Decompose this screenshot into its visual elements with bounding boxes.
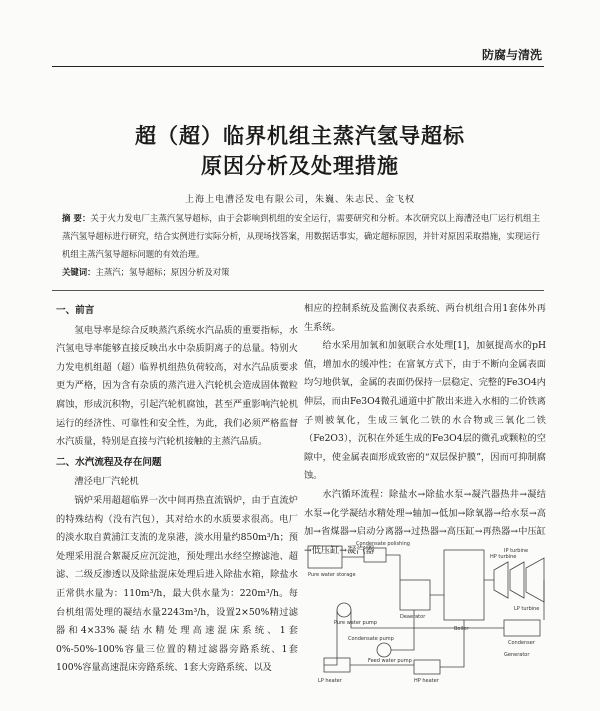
feed-pump-shape	[377, 643, 391, 657]
diagram-label: Condensate polishing	[356, 541, 410, 547]
diagram-label: LP turbine	[514, 606, 540, 612]
section-tag: 防腐与清洗	[481, 48, 542, 62]
boiler-shape	[444, 550, 484, 620]
abstract-text: 关于火力发电厂主蒸汽氢导超标，由于会影响到机组的安全运行，需要研究和分析。本次研究以上海漕泾电厂运行机组主蒸汽氢导超标进行研究，结合实例进行实际分析，从现场找答案，用数据话事实，确定超标原因，并针对原因采取措施，实现运行机组主蒸汽氢导超标问题的有效治理。	[62, 213, 540, 259]
hp-heater-shape	[414, 660, 440, 674]
water-steam-flow-diagram	[304, 540, 548, 700]
diagram-label: Condensate pump	[348, 636, 394, 642]
diagram-label: Pure water pump	[334, 620, 377, 626]
diagram-label: Generator	[504, 652, 530, 658]
paragraph-control: 相应的控制系统及监测仪表系统、两台机组合用1套体外再生系统。	[304, 303, 546, 333]
storage-tank-shape	[308, 546, 342, 568]
diagram-label: HP turbine	[490, 554, 517, 560]
article-title-line2: 原因分析及处理措施	[201, 154, 399, 178]
heading-preface: 一、前言	[56, 305, 95, 316]
paragraph-boiler: 锅炉采用超超临界一次中间再热直流锅炉，由于直流炉的特殊结构（没有汽包），其对给水的水质要求很高。电厂的淡水取自黄浦江支流的龙泉港，淡水用量约850m³/h；预处理采用混合絮凝反应沉淀池，预处理出水经空擦滤池、超滤、二级反渗透以及除盐混床处理后进入除盐水箱，除盐水正常供水量为：110m³/h，最大供水量为：220m³/h。每台机组需处理的凝结水量2243m³/h，设置2×50%精过滤器和4×33%凝结水精处理高速混床系统、1套0%-50%-100%容量三位置的精过滤器旁路系统、1套100%容量高速混床旁路系统、1套大旁路系统、以及	[56, 494, 298, 674]
diagram-label: IP turbine	[504, 548, 529, 554]
polishing-shape	[364, 548, 386, 562]
condenser-shape	[504, 620, 540, 636]
abstract-label: 摘 要：	[62, 213, 91, 223]
diagram-label: Feed water pump	[368, 658, 412, 664]
deaerator-shape	[400, 580, 430, 610]
diagram-label: Boiler	[454, 626, 469, 632]
pump-shape	[337, 603, 351, 617]
article-title-line1: 超（超）临界机组主蒸汽氢导超标	[135, 124, 465, 148]
header-rule	[52, 66, 544, 67]
subheading-turbine: 漕泾电厂汽轮机	[74, 476, 139, 488]
keywords	[62, 266, 540, 278]
authors: 上海上电漕泾发电有限公司，朱巍、朱志民、金飞权	[184, 195, 415, 205]
left-column	[56, 300, 298, 678]
lp-turbine-shape	[526, 558, 544, 602]
hp-turbine-shape	[494, 562, 508, 598]
pipe-lines	[324, 555, 544, 667]
diagram-label: Pure water storage	[308, 572, 356, 578]
diagram-label: HP heater	[414, 678, 439, 684]
diagram-label: LP heater	[318, 678, 342, 684]
heading-flow: 二、水汽流程及存在问题	[56, 456, 162, 468]
ip-turbine-shape	[510, 562, 524, 598]
section-rule	[52, 290, 544, 291]
abstract	[62, 209, 540, 263]
keywords-label: 关键词：	[62, 267, 96, 277]
paragraph-water-treatment: 给水采用加氧和加氨联合水处理[1]，加氨提高水的pH值，增加水的缓冲性；在富氧方式下，由于不断向金属表面均匀地供氧，金属的表面仍保持一层稳定、完整的Fe3O4内伸层，而由Fe3O4微孔通道中扩散出来进入水相的二价铁离子则被氧化，生成三氧化二铁的水合物或三氧化二铁（Fe2O3），沉积在外延生成的Fe3O4层的微孔或颗粒的空隙中，使金属表面形成致密的“双层保护膜”，因而可抑制腐蚀。	[304, 340, 546, 482]
paragraph-cycle: 水汽循环流程：除盐水→除盐水泵→凝汽器热井→凝结水泵→化学凝结水精处理→轴加→低加→除氧器→给水泵→高加→省煤器→启动分离器→过热器→高压缸→再热器→中压缸→低压缸→凝汽器	[304, 488, 546, 556]
right-column	[304, 300, 546, 560]
diagram-label: Condenser	[508, 640, 535, 646]
keywords-text: 主蒸汽；氢导超标；原因分析及对策	[95, 267, 230, 277]
diagram-label: Deaerator	[400, 614, 426, 620]
paragraph-preface: 氢电导率是综合反映蒸汽系统水汽品质的重要指标，水汽氢电导率能够直接反映出水中杂质阴离子的总量。特别火力发电机组超（超）临界机组热负荷较高，对水汽品质要求更为严格，因为含有杂质的蒸汽进入汽轮机会造成固体微粒腐蚀，形成沉积物，引起汽轮机腐蚀，甚至严重影响汽轮机运行的经济性、可靠性和安全性，为此，我们必须严格监督水汽质量，特别是直接与汽轮机接触的主蒸汽品质。	[56, 324, 298, 448]
